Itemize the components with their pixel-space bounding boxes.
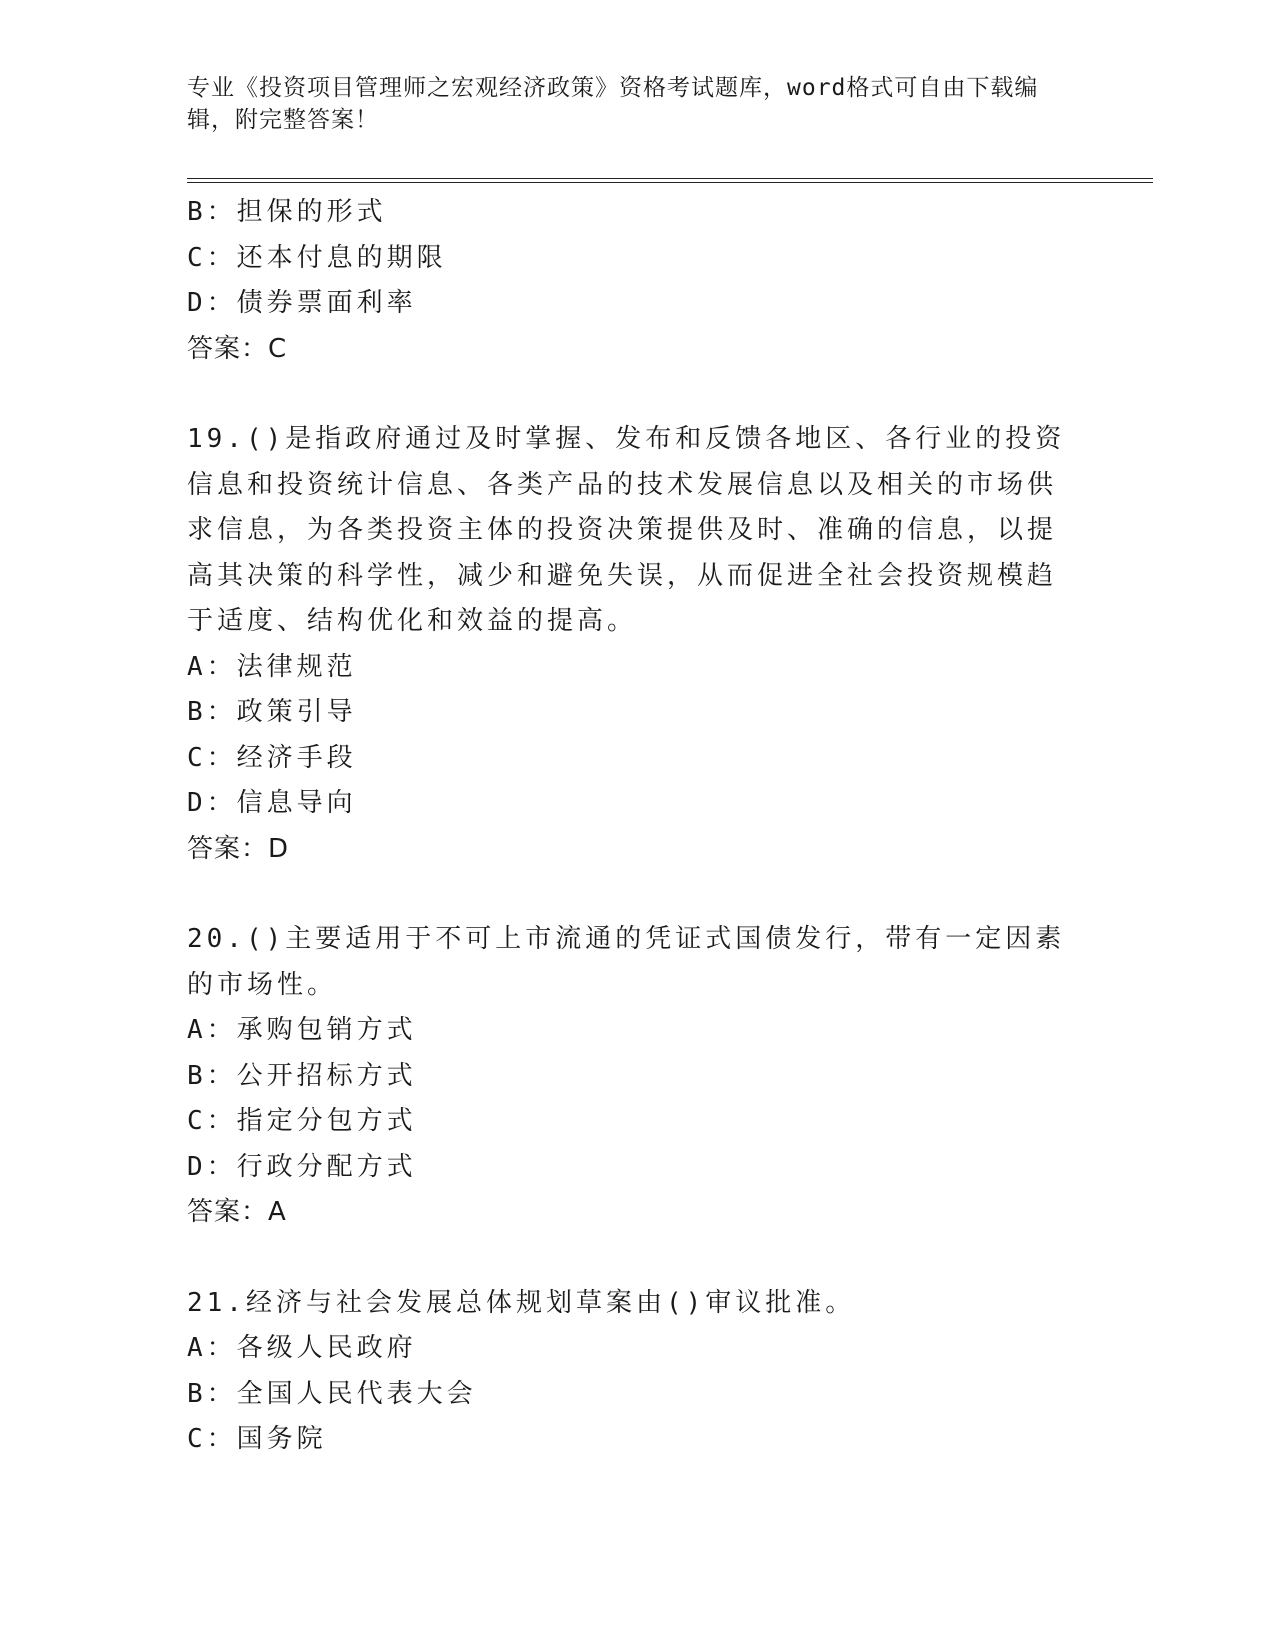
spacer <box>187 372 1087 417</box>
question-stem: 21.经济与社会发展总体规划草案由()审议批准。 <box>187 1287 856 1318</box>
option-c: C：还本付息的期限 <box>187 242 447 273</box>
option-c: C：经济手段 <box>187 742 357 773</box>
document-body <box>187 190 1087 1463</box>
answer: 答案：C <box>187 333 288 364</box>
option-b: B：公开招标方式 <box>187 1060 417 1091</box>
header-divider <box>187 178 1153 183</box>
option-d: D：信息导向 <box>187 788 357 818</box>
spacer <box>187 872 1087 917</box>
document-header: 专业《投资项目管理师之宏观经济政策》资格考试题库，word格式可自由下载编辑，附完整答案！ <box>187 75 1039 133</box>
question-19 <box>187 417 1087 872</box>
option-a: A：承购包销方式 <box>187 1015 417 1045</box>
option-c: C：指定分包方式 <box>187 1106 417 1136</box>
option-b: B：全国人民代表大会 <box>187 1378 477 1409</box>
question-18-tail <box>187 190 1087 372</box>
answer: 答案：A <box>187 1197 287 1227</box>
question-21 <box>187 1281 1087 1463</box>
question-stem: 20.()主要适用于不可上市流通的凭证式国债发行，带有一定因素的市场性。 <box>187 924 1066 1000</box>
option-c: C：国务院 <box>187 1424 327 1454</box>
option-d: D：行政分配方式 <box>187 1151 417 1182</box>
option-b: B：政策引导 <box>187 697 357 727</box>
option-a: A：各级人民政府 <box>187 1333 417 1363</box>
option-d: D：债券票面利率 <box>187 288 417 318</box>
answer: 答案：D <box>187 833 290 864</box>
option-b: B：担保的形式 <box>187 197 387 227</box>
question-20 <box>187 917 1087 1236</box>
spacer <box>187 1236 1087 1281</box>
question-stem: 19.()是指政府通过及时掌握、发布和反馈各地区、各行业的投资信息和投资统计信息、各类产品的技术发展信息以及相关的市场供求信息，为各类投资主体的投资决策提供及时、准确的信息，以提高其决策的科学性，减少和避免失误，从而促进全社会投资规模趋于适度、结构优化和效益的提高。 <box>187 424 1066 636</box>
option-a: A：法律规范 <box>187 651 357 682</box>
